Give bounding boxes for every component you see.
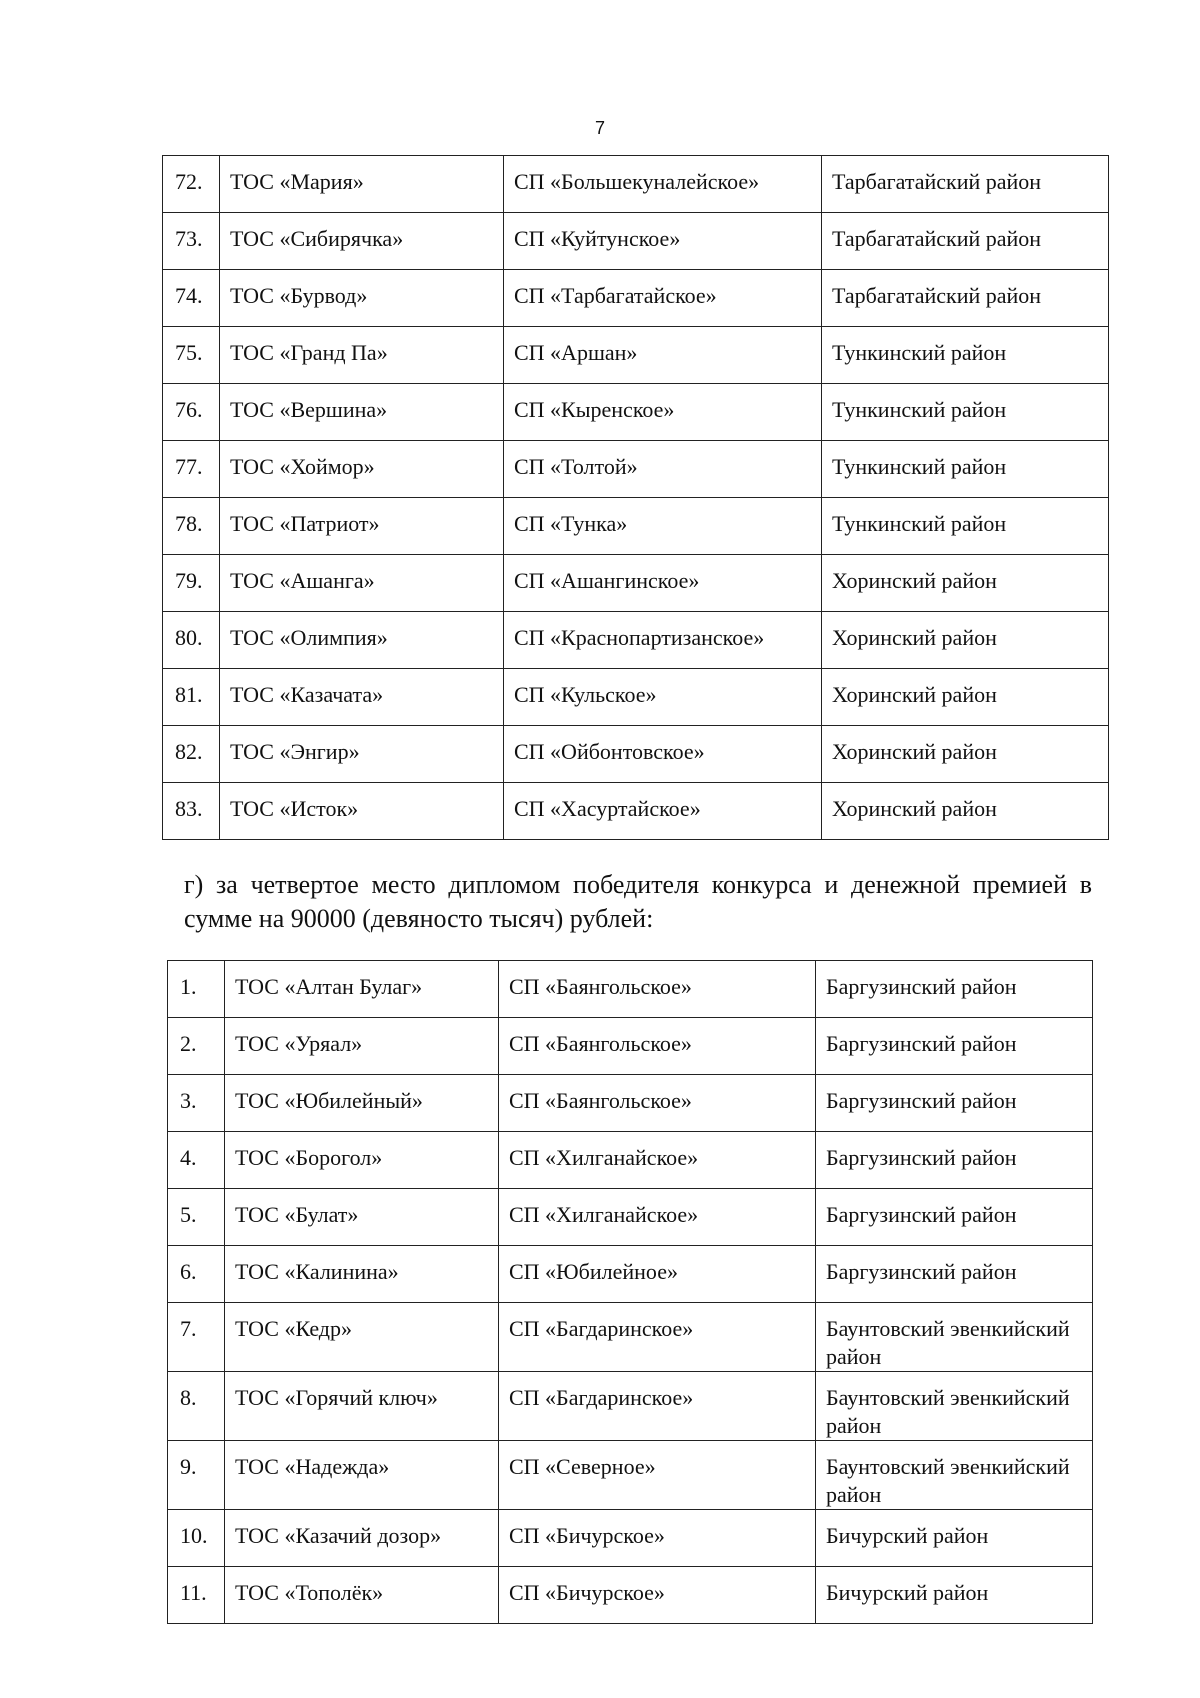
row-number: 2. xyxy=(168,1018,225,1075)
settlement-name: СП «Багдаринское» xyxy=(499,1372,816,1441)
tos-name: ТОС «Мария» xyxy=(220,156,504,213)
settlement-name: СП «Тарбагатайское» xyxy=(504,270,822,327)
table-row xyxy=(168,961,1093,1018)
settlement-name: СП «Баянгольское» xyxy=(499,1018,816,1075)
district-name: Баргузинский район xyxy=(816,1246,1093,1303)
tos-name: ТОС «Булат» xyxy=(225,1189,499,1246)
settlement-name: СП «Хилганайское» xyxy=(499,1189,816,1246)
settlement-name: СП «Большекуналейское» xyxy=(504,156,822,213)
tos-name: ТОС «Кедр» xyxy=(225,1303,499,1372)
fourth-place-table xyxy=(167,960,1093,1624)
settlement-name: СП «Аршан» xyxy=(504,327,822,384)
tos-name: ТОС «Казачий дозор» xyxy=(225,1510,499,1567)
row-number: 1. xyxy=(168,961,225,1018)
row-number: 76. xyxy=(163,384,220,441)
settlement-name: СП «Кыренское» xyxy=(504,384,822,441)
row-number: 4. xyxy=(168,1132,225,1189)
table-row xyxy=(168,1441,1093,1510)
table-row xyxy=(168,1510,1093,1567)
district-name: Баунтовский эвенкийский район xyxy=(816,1303,1093,1372)
row-number: 73. xyxy=(163,213,220,270)
district-name: Бичурский район xyxy=(816,1510,1093,1567)
row-number: 80. xyxy=(163,612,220,669)
row-number: 78. xyxy=(163,498,220,555)
district-name: Тарбагатайский район xyxy=(822,270,1109,327)
district-name: Тункинский район xyxy=(822,441,1109,498)
table-row xyxy=(163,270,1109,327)
row-number: 79. xyxy=(163,555,220,612)
district-name: Хоринский район xyxy=(822,555,1109,612)
tos-name: ТОС «Алтан Булаг» xyxy=(225,961,499,1018)
district-name: Баргузинский район xyxy=(816,1075,1093,1132)
settlement-name: СП «Северное» xyxy=(499,1441,816,1510)
table-row xyxy=(163,669,1109,726)
row-number: 9. xyxy=(168,1441,225,1510)
district-name: Баунтовский эвенкийский район xyxy=(816,1372,1093,1441)
settlement-name: СП «Кульское» xyxy=(504,669,822,726)
row-number: 8. xyxy=(168,1372,225,1441)
fourth-place-table-body xyxy=(168,961,1093,1624)
tos-name: ТОС «Тополёк» xyxy=(225,1567,499,1624)
district-name: Хоринский район xyxy=(822,669,1109,726)
page-number: 7 xyxy=(594,118,605,138)
district-name: Хоринский район xyxy=(822,726,1109,783)
district-name: Баунтовский эвенкийский район xyxy=(816,1441,1093,1510)
table-row xyxy=(163,783,1109,840)
district-name: Баргузинский район xyxy=(816,1018,1093,1075)
table-row xyxy=(168,1303,1093,1372)
row-number: 10. xyxy=(168,1510,225,1567)
district-name: Тункинский район xyxy=(822,384,1109,441)
settlement-name: СП «Баянгольское» xyxy=(499,961,816,1018)
table-row xyxy=(163,498,1109,555)
row-number: 5. xyxy=(168,1189,225,1246)
tos-name: ТОС «Бурвод» xyxy=(220,270,504,327)
district-name: Хоринский район xyxy=(822,612,1109,669)
table-row xyxy=(168,1018,1093,1075)
settlement-name: СП «Юбилейное» xyxy=(499,1246,816,1303)
settlement-name: СП «Ашангинское» xyxy=(504,555,822,612)
row-number: 11. xyxy=(168,1567,225,1624)
settlement-name: СП «Тунка» xyxy=(504,498,822,555)
table-row xyxy=(163,441,1109,498)
tos-name: ТОС «Уряал» xyxy=(225,1018,499,1075)
winners-table-continued-body xyxy=(163,156,1109,840)
winners-table-continued xyxy=(162,155,1109,840)
tos-name: ТОС «Хоймор» xyxy=(220,441,504,498)
row-number: 81. xyxy=(163,669,220,726)
settlement-name: СП «Бичурское» xyxy=(499,1510,816,1567)
tos-name: ТОС «Олимпия» xyxy=(220,612,504,669)
settlement-name: СП «Толтой» xyxy=(504,441,822,498)
table-row xyxy=(163,213,1109,270)
settlement-name: СП «Баянгольское» xyxy=(499,1075,816,1132)
district-name: Тарбагатайский район xyxy=(822,156,1109,213)
tos-name: ТОС «Калинина» xyxy=(225,1246,499,1303)
table-row xyxy=(168,1189,1093,1246)
table-row xyxy=(168,1372,1093,1441)
settlement-name: СП «Хилганайское» xyxy=(499,1132,816,1189)
row-number: 72. xyxy=(163,156,220,213)
district-name: Баргузинский район xyxy=(816,1189,1093,1246)
district-name: Тункинский район xyxy=(822,327,1109,384)
tos-name: ТОС «Вершина» xyxy=(220,384,504,441)
tos-name: ТОС «Горячий ключ» xyxy=(225,1372,499,1441)
settlement-name: СП «Ойбонтовское» xyxy=(504,726,822,783)
fourth-place-paragraph: г) за четвертое место дипломом победителя конкурса и денежной премией в сумме на 90000 (девяносто тысяч) рублей: xyxy=(184,870,1092,933)
district-name: Тарбагатайский район xyxy=(822,213,1109,270)
tos-name: ТОС «Ашанга» xyxy=(220,555,504,612)
tos-name: ТОС «Исток» xyxy=(220,783,504,840)
district-name: Тункинский район xyxy=(822,498,1109,555)
district-name: Баргузинский район xyxy=(816,1132,1093,1189)
row-number: 6. xyxy=(168,1246,225,1303)
settlement-name: СП «Хасуртайское» xyxy=(504,783,822,840)
table-row xyxy=(168,1246,1093,1303)
table-row xyxy=(163,555,1109,612)
tos-name: ТОС «Гранд Па» xyxy=(220,327,504,384)
row-number: 82. xyxy=(163,726,220,783)
table-row xyxy=(163,726,1109,783)
tos-name: ТОС «Юбилейный» xyxy=(225,1075,499,1132)
table-row xyxy=(168,1075,1093,1132)
table-row xyxy=(168,1567,1093,1624)
table-row xyxy=(163,384,1109,441)
row-number: 7. xyxy=(168,1303,225,1372)
tos-name: ТОС «Борогол» xyxy=(225,1132,499,1189)
row-number: 75. xyxy=(163,327,220,384)
settlement-name: СП «Куйтунское» xyxy=(504,213,822,270)
table-row xyxy=(168,1132,1093,1189)
tos-name: ТОС «Патриот» xyxy=(220,498,504,555)
tos-name: ТОС «Энгир» xyxy=(220,726,504,783)
tos-name: ТОС «Сибирячка» xyxy=(220,213,504,270)
table-row xyxy=(163,612,1109,669)
district-name: Бичурский район xyxy=(816,1567,1093,1624)
row-number: 3. xyxy=(168,1075,225,1132)
row-number: 77. xyxy=(163,441,220,498)
table-row xyxy=(163,156,1109,213)
row-number: 83. xyxy=(163,783,220,840)
tos-name: ТОС «Казачата» xyxy=(220,669,504,726)
row-number: 74. xyxy=(163,270,220,327)
district-name: Баргузинский район xyxy=(816,961,1093,1018)
settlement-name: СП «Бичурское» xyxy=(499,1567,816,1624)
settlement-name: СП «Багдаринское» xyxy=(499,1303,816,1372)
tos-name: ТОС «Надежда» xyxy=(225,1441,499,1510)
table-row xyxy=(163,327,1109,384)
settlement-name: СП «Краснопартизанское» xyxy=(504,612,822,669)
district-name: Хоринский район xyxy=(822,783,1109,840)
